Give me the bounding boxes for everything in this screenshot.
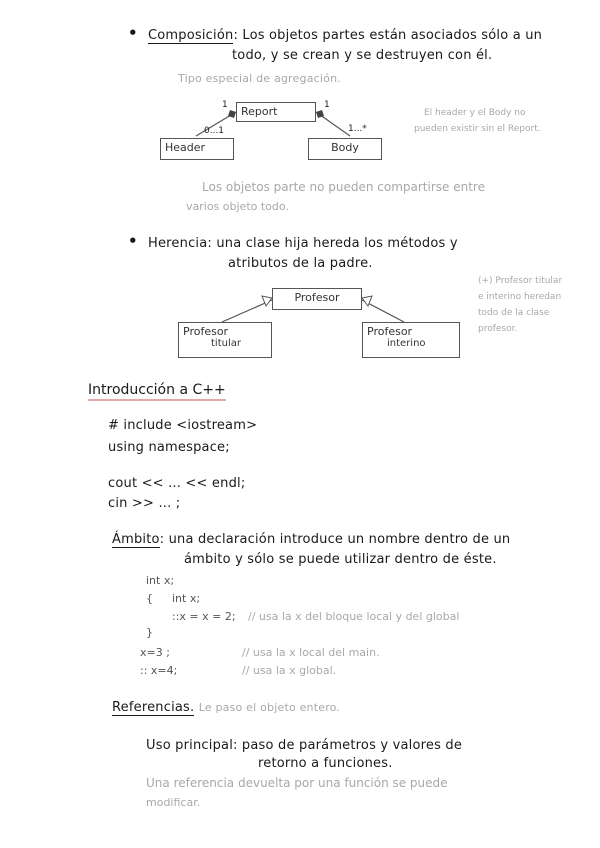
composicion-side-note-1: El header y el Body no <box>424 108 526 118</box>
herencia-side-note-2: e interino heredan <box>478 292 562 302</box>
ambito-code-6: x=3 ; <box>140 646 170 659</box>
bullet: • <box>128 24 138 42</box>
composicion-line1: Composición: Los objetos partes están asociados sólo a un <box>148 28 543 43</box>
herencia-label: Herencia <box>148 236 208 251</box>
uso-line1: Uso principal: paso de parámetros y valores de <box>146 738 463 753</box>
herencia-side-note-3: todo de la clase <box>478 308 550 318</box>
herencia-line1: Herencia: una clase hija hereda los métodos y <box>148 236 458 251</box>
ambito-code-2: { <box>146 592 153 605</box>
ambito-code-4: ::x = x = 2; <box>172 610 236 623</box>
herencia-line2: atributos de la padre. <box>228 256 373 271</box>
ambito-code-7-note: // usa la x global. <box>242 664 337 677</box>
ambito-code-3: int x; <box>172 592 201 605</box>
composicion-side-note-2: pueden existir sin el Report. <box>414 124 541 134</box>
referencias-bottom-2: modificar. <box>146 796 201 809</box>
multiplicity-top-right: 1 <box>324 100 330 110</box>
profesor-titular-box: Profesor titular <box>178 322 272 358</box>
referencias-bottom-1: Una referencia devuelta por una función se puede <box>146 776 448 790</box>
referencias-label: Referencias. <box>112 700 195 715</box>
code-include: # include <iostream> <box>108 418 258 433</box>
ambito-code-4-note: // usa la x del bloque local y del global <box>248 610 460 623</box>
section-title-cpp: Introducción a C++ <box>88 382 226 401</box>
composicion-bottom-note-1: Los objetos parte no pueden compartirse entre <box>202 180 485 194</box>
ambito-code-1: int x; <box>146 574 175 587</box>
composicion-label: Composición <box>148 28 234 43</box>
ambito-line1: Ámbito: una declaración introduce un nombre dentro de un <box>112 532 511 547</box>
profesor-interino-box: Profesor interino <box>362 322 460 358</box>
herencia-side-note-1: (+) Profesor titular <box>478 276 563 286</box>
body-box: Body <box>308 138 382 160</box>
profesor-box: Profesor <box>272 288 362 310</box>
referencias-line <box>112 700 340 715</box>
report-box: Report <box>236 102 316 122</box>
ambito-line2: ámbito y sólo se puede utilizar dentro de éste. <box>184 552 497 567</box>
referencias-note: Le paso el objeto entero. <box>198 701 341 714</box>
code-using: using namespace; <box>108 440 230 455</box>
bullet: • <box>128 232 138 250</box>
composicion-note: Tipo especial de agregación. <box>178 72 341 85</box>
multiplicity-top-left: 1 <box>222 100 228 110</box>
herencia-side-note-4: profesor. <box>478 324 518 334</box>
code-cout: cout << ... << endl; <box>108 476 246 491</box>
composicion-line2: todo, y se crean y se destruyen con él. <box>232 48 493 63</box>
ambito-code-7: :: x=4; <box>140 664 178 677</box>
composicion-bottom-note-2: varios objeto todo. <box>186 200 289 213</box>
ambito-code-6-note: // usa la x local del main. <box>242 646 380 659</box>
ambito-code-5: } <box>146 626 153 639</box>
uso-line2: retorno a funciones. <box>258 756 393 771</box>
header-box: Header <box>160 138 234 160</box>
code-cin: cin >> ... ; <box>108 496 181 511</box>
multiplicity-right: 1...* <box>348 124 367 134</box>
uso-label: Uso principal <box>146 738 234 753</box>
ambito-label: Ámbito <box>112 532 160 547</box>
multiplicity-left: 0...1 <box>204 126 225 136</box>
